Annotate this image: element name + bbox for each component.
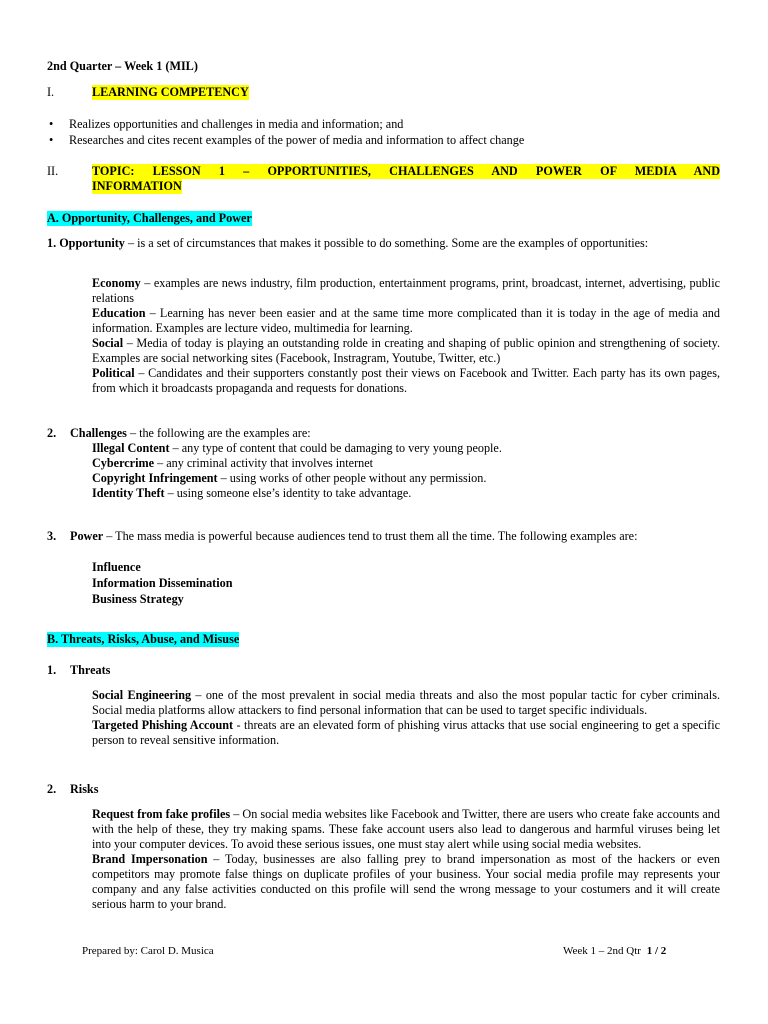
term: Social Engineering (92, 688, 192, 702)
document-title: 2nd Quarter – Week 1 (MIL) (47, 59, 198, 73)
risk-item-fake-profiles (92, 807, 720, 852)
competency-list (47, 117, 727, 149)
term-desc: - threats are an elevated form of phishing virus attacks that use social engineering to get a specific person to reveal sensitive information. (92, 718, 720, 747)
section-heading-learning-competency: LEARNING COMPETENCY (92, 85, 249, 99)
competency-item: • Researches and cites recent examples of the power of media and information to affect change (47, 133, 727, 149)
term-desc: – any type of content that could be damaging to very young people. (169, 441, 502, 455)
risk-item-brand-impersonation (92, 852, 720, 912)
power-intro (70, 529, 720, 544)
opportunity-item-social (92, 336, 720, 366)
term-desc: – using someone else’s identity to take advantage. (164, 486, 412, 500)
term: Social (92, 336, 124, 350)
challenge-item (92, 456, 720, 471)
challenges-list (92, 441, 720, 501)
term: Targeted Phishing Account (92, 718, 234, 732)
competency-item: • Realizes opportunities and challenges in media and information; and (47, 117, 727, 133)
topic-heading-line1: TOPIC: LESSON 1 – OPPORTUNITIES, CHALLENGES AND POWER OF MEDIA AND (92, 164, 720, 178)
term-desc: – one of the most prevalent in social media threats and also the most popular tactic for cyber criminals. Social media platforms allow attackers to find personal information that can be used to target specific individuals. (92, 688, 720, 717)
risks-list (92, 807, 720, 912)
section-numeral: I. (47, 85, 55, 99)
threats-label: Threats (70, 663, 111, 677)
term-desc: – Learning has never been easier and at the same time more complicated than it is today in the age of media and information. Examples are lecture video, multimedia for learning. (92, 306, 720, 335)
power-label: Power (70, 529, 104, 543)
power-item: Influence (92, 560, 141, 574)
power-item: Business Strategy (92, 592, 184, 606)
term-desc: – Candidates and their supporters constantly post their views on Facebook and Twitter. Each party has its own pages, from which it broadcasts propaganda and requests for donations. (92, 366, 720, 395)
power-number: 3. (47, 529, 57, 543)
challenges-number: 2. (47, 426, 57, 440)
risks-number: 2. (47, 782, 57, 796)
opportunity-label: 1. Opportunity (47, 236, 125, 250)
footer-prepared-by: Prepared by: Carol D. Musica (82, 945, 214, 957)
term-desc: – Today, businesses are also falling prey to brand impersonation as most of the hackers or even competitors may promote false things on duplicate profiles of your business. Your social media profile may represents your company and any false activities conducted on this profile will send the wrong message to your costumers and it will create serious harm to your brand. (92, 852, 720, 911)
threats-list (92, 688, 720, 748)
opportunity-definition (47, 236, 720, 251)
opportunity-item-economy (92, 276, 720, 306)
challenges-intro (70, 426, 311, 441)
term: Cybercrime (92, 456, 155, 470)
challenge-item (92, 486, 720, 501)
opportunity-examples (92, 276, 720, 396)
threat-item-targeted-phishing (92, 718, 720, 748)
footer-page-info (563, 944, 666, 959)
opportunity-text: – is a set of circumstances that makes it possible to do something. Some are the examples of opportunities: (124, 236, 649, 250)
term: Economy (92, 276, 141, 290)
term: Political (92, 366, 135, 380)
challenge-item (92, 441, 720, 456)
threat-item-social-engineering (92, 688, 720, 718)
power-text: – The mass media is powerful because audiences tend to trust them all the time. The following examples are: (103, 529, 638, 543)
term-desc: – using works of other people without any permission. (217, 471, 487, 485)
term: Brand Impersonation (92, 852, 208, 866)
section-numeral: II. (47, 164, 59, 178)
term: Identity Theft (92, 486, 165, 500)
threats-number: 1. (47, 663, 57, 677)
term-desc: – On social media websites like Facebook and Twitter, there are users who create fake accounts and with the help of these, they try making spams. These fake account users also lead to dangerous and harmful viruses being let into your computer devices. To avoid these serious issues, one must stay alert while using social media websites. (92, 807, 720, 851)
term-desc: – Media of today is playing an outstanding rolde in creating and shaping of public opinion and strengthening of society. Examples are social networking sites (Facebook, Instragram, Youtube, Twitter, etc.) (92, 336, 720, 365)
challenge-item (92, 471, 720, 486)
part-a-heading: A. Opportunity, Challenges, and Power (47, 211, 252, 225)
challenges-text: – the following are the examples are: (126, 426, 311, 440)
power-list (92, 559, 233, 607)
part-b-heading: B. Threats, Risks, Abuse, and Misuse (47, 632, 240, 646)
topic-heading-line2: INFORMATION (92, 179, 182, 193)
footer-week-label: Week 1 – 2nd Qtr (563, 945, 641, 957)
opportunity-item-political (92, 366, 720, 396)
power-item: Information Dissemination (92, 576, 233, 590)
term: Illegal Content (92, 441, 170, 455)
term: Copyright Infringement (92, 471, 218, 485)
challenges-label: Challenges (70, 426, 127, 440)
footer-page-number: 1 / 2 (646, 945, 667, 957)
term-desc: – examples are news industry, film production, entertainment programs, print, broadcast, internet, advertising, public relations (92, 276, 720, 305)
opportunity-item-education (92, 306, 720, 336)
risks-label: Risks (70, 782, 99, 796)
term: Request from fake profiles (92, 807, 231, 821)
term: Education (92, 306, 146, 320)
term-desc: – any criminal activity that involves internet (154, 456, 374, 470)
